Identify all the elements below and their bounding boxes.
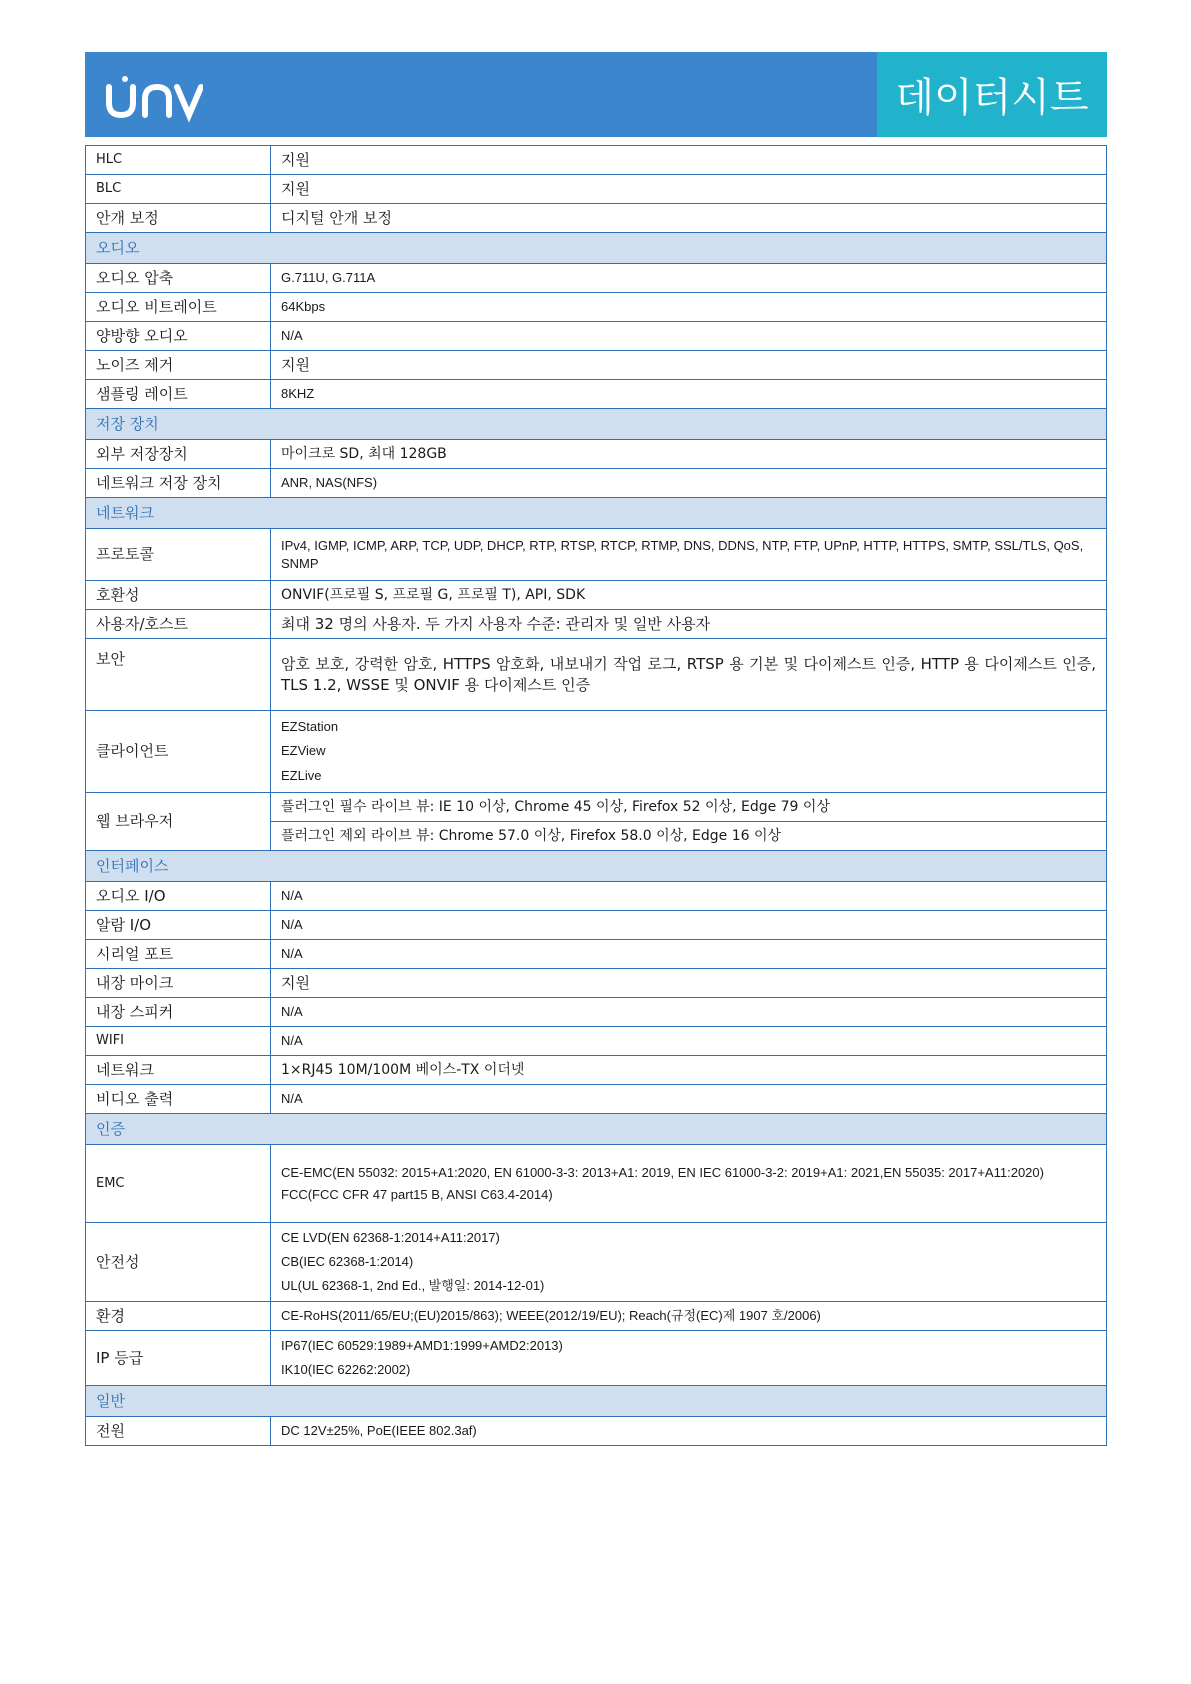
unv-logo-icon	[103, 73, 203, 123]
table-row	[86, 610, 1107, 639]
row-label: 환경	[86, 1302, 271, 1331]
section-header	[86, 409, 1107, 440]
row-value	[271, 711, 1107, 793]
table-row	[86, 1027, 1107, 1056]
table-row	[86, 711, 1107, 793]
row-value: 지원	[271, 969, 1107, 998]
table-row	[86, 440, 1107, 469]
row-label: 웹 브라우저	[86, 793, 271, 851]
row-value: N/A	[271, 911, 1107, 940]
row-label: 샘플링 레이트	[86, 380, 271, 409]
section-header	[86, 851, 1107, 882]
row-value: N/A	[271, 322, 1107, 351]
client-item: EZLive	[281, 767, 322, 783]
row-label: 안전성	[86, 1223, 271, 1302]
row-value: 최대 32 명의 사용자. 두 가지 사용자 수준: 관리자 및 일반 사용자	[271, 610, 1107, 639]
table-row	[86, 380, 1107, 409]
row-label: HLC	[86, 146, 271, 175]
section-title: 네트워크	[86, 498, 1107, 529]
row-label: 내장 스피커	[86, 998, 271, 1027]
row-label: 클라이언트	[86, 711, 271, 793]
table-row	[86, 969, 1107, 998]
row-label: 노이즈 제거	[86, 351, 271, 380]
row-value: 64Kbps	[271, 293, 1107, 322]
table-row	[86, 1056, 1107, 1085]
spec-table	[85, 145, 1107, 1446]
row-label: WIFI	[86, 1027, 271, 1056]
cert-item: CE LVD(EN 62368-1:2014+A11:2017)	[281, 1230, 500, 1245]
row-value: 플러그인 제외 라이브 뷰: Chrome 57.0 이상, Firefox 58.0 이상, Edge 16 이상	[271, 822, 1107, 851]
table-row	[86, 204, 1107, 233]
table-row	[86, 529, 1107, 581]
table-row	[86, 1331, 1107, 1386]
row-value: 플러그인 필수 라이브 뷰: IE 10 이상, Chrome 45 이상, Firefox 52 이상, Edge 79 이상	[271, 793, 1107, 822]
row-label: 외부 저장장치	[86, 440, 271, 469]
row-label: 호환성	[86, 581, 271, 610]
client-item: EZView	[281, 743, 326, 759]
row-label: 네트워크	[86, 1056, 271, 1085]
cert-item: IK10(IEC 62262:2002)	[281, 1362, 411, 1378]
table-row	[86, 293, 1107, 322]
row-value: N/A	[271, 1027, 1107, 1056]
row-value	[271, 1331, 1107, 1386]
table-row	[86, 581, 1107, 610]
section-title: 오디오	[86, 233, 1107, 264]
table-row	[86, 639, 1107, 711]
row-label: 오디오 I/O	[86, 882, 271, 911]
row-label: 사용자/호스트	[86, 610, 271, 639]
row-value: 암호 보호, 강력한 암호, HTTPS 암호화, 내보내기 작업 로그, RTSP 용 기본 및 다이제스트 인증, HTTP 용 다이제스트 인증, TLS 1.2, WSSE 및 ONVIF 용 다이제스트 인증	[271, 639, 1107, 711]
row-label: 비디오 출력	[86, 1085, 271, 1114]
table-row	[86, 351, 1107, 380]
row-value	[271, 1145, 1107, 1223]
table-row	[86, 146, 1107, 175]
section-header	[86, 1386, 1107, 1417]
row-label: 오디오 비트레이트	[86, 293, 271, 322]
row-value: 지원	[271, 146, 1107, 175]
row-value: 8KHZ	[271, 380, 1107, 409]
row-value: N/A	[271, 940, 1107, 969]
row-value: DC 12V±25%, PoE(IEEE 802.3af)	[271, 1417, 1107, 1446]
section-title: 일반	[86, 1386, 1107, 1417]
table-row	[86, 940, 1107, 969]
table-row	[86, 264, 1107, 293]
row-value: ONVIF(프로필 S, 프로필 G, 프로필 T), API, SDK	[271, 581, 1107, 610]
section-header	[86, 498, 1107, 529]
section-header	[86, 1114, 1107, 1145]
row-label: 프로토콜	[86, 529, 271, 581]
table-row	[86, 1085, 1107, 1114]
cert-item: FCC(FCC CFR 47 part15 B, ANSI C63.4-2014)	[281, 1186, 553, 1202]
row-label: 네트워크 저장 장치	[86, 469, 271, 498]
cert-item: UL(UL 62368-1, 2nd Ed., 발행일: 2014-12-01)	[281, 1278, 545, 1294]
row-label: 알람 I/O	[86, 911, 271, 940]
row-value: CE-RoHS(2011/65/EU;(EU)2015/863); WEEE(2012/19/EU); Reach(규정(EC)제 1907 호/2006)	[271, 1302, 1107, 1331]
row-value: 지원	[271, 175, 1107, 204]
row-label: 안개 보정	[86, 204, 271, 233]
row-label: BLC	[86, 175, 271, 204]
row-value: N/A	[271, 1085, 1107, 1114]
header-title: 데이터시트	[877, 52, 1107, 137]
row-label: IP 등급	[86, 1331, 271, 1386]
row-value: ANR, NAS(NFS)	[271, 469, 1107, 498]
client-item: EZStation	[281, 719, 339, 735]
header-banner	[85, 52, 1107, 137]
section-title: 인터페이스	[86, 851, 1107, 882]
table-row	[86, 1223, 1107, 1302]
table-row	[86, 793, 1107, 822]
row-value: N/A	[271, 998, 1107, 1027]
section-title: 저장 장치	[86, 409, 1107, 440]
row-value: IPv4, IGMP, ICMP, ARP, TCP, UDP, DHCP, RTP, RTSP, RTCP, RTMP, DNS, DDNS, NTP, FTP, UPnP, HTTP, HTTPS, SMTP, SSL/TLS, QoS, SNMP	[271, 529, 1107, 581]
table-row	[86, 322, 1107, 351]
row-label: 오디오 압축	[86, 264, 271, 293]
table-row	[86, 911, 1107, 940]
section-title: 인증	[86, 1114, 1107, 1145]
row-value: 지원	[271, 351, 1107, 380]
row-label: 양방향 오디오	[86, 322, 271, 351]
row-value: 마이크로 SD, 최대 128GB	[271, 440, 1107, 469]
cert-item: CB(IEC 62368-1:2014)	[281, 1254, 414, 1270]
row-label: 보안	[86, 639, 271, 711]
table-row	[86, 175, 1107, 204]
table-row	[86, 998, 1107, 1027]
row-value	[271, 1223, 1107, 1302]
row-value: 1×RJ45 10M/100M 베이스-TX 이더넷	[271, 1056, 1107, 1085]
table-row	[86, 1145, 1107, 1223]
row-label: 내장 마이크	[86, 969, 271, 998]
row-label: EMC	[86, 1145, 271, 1223]
cert-item: CE-EMC(EN 55032: 2015+A1:2020, EN 61000-3-3: 2013+A1: 2019, EN IEC 61000-3-2: 2019+A1: 2021,EN 55035: 2017+A11:2020)	[281, 1164, 1044, 1180]
section-header	[86, 233, 1107, 264]
row-value: N/A	[271, 882, 1107, 911]
cert-item: IP67(IEC 60529:1989+AMD1:1999+AMD2:2013)	[281, 1338, 563, 1354]
row-value: 디지털 안개 보정	[271, 204, 1107, 233]
table-row	[86, 469, 1107, 498]
table-row	[86, 882, 1107, 911]
table-row	[86, 1417, 1107, 1446]
table-row	[86, 1302, 1107, 1331]
brand-logo	[103, 73, 203, 127]
row-value: G.711U, G.711A	[271, 264, 1107, 293]
row-label: 전원	[86, 1417, 271, 1446]
row-label: 시리얼 포트	[86, 940, 271, 969]
